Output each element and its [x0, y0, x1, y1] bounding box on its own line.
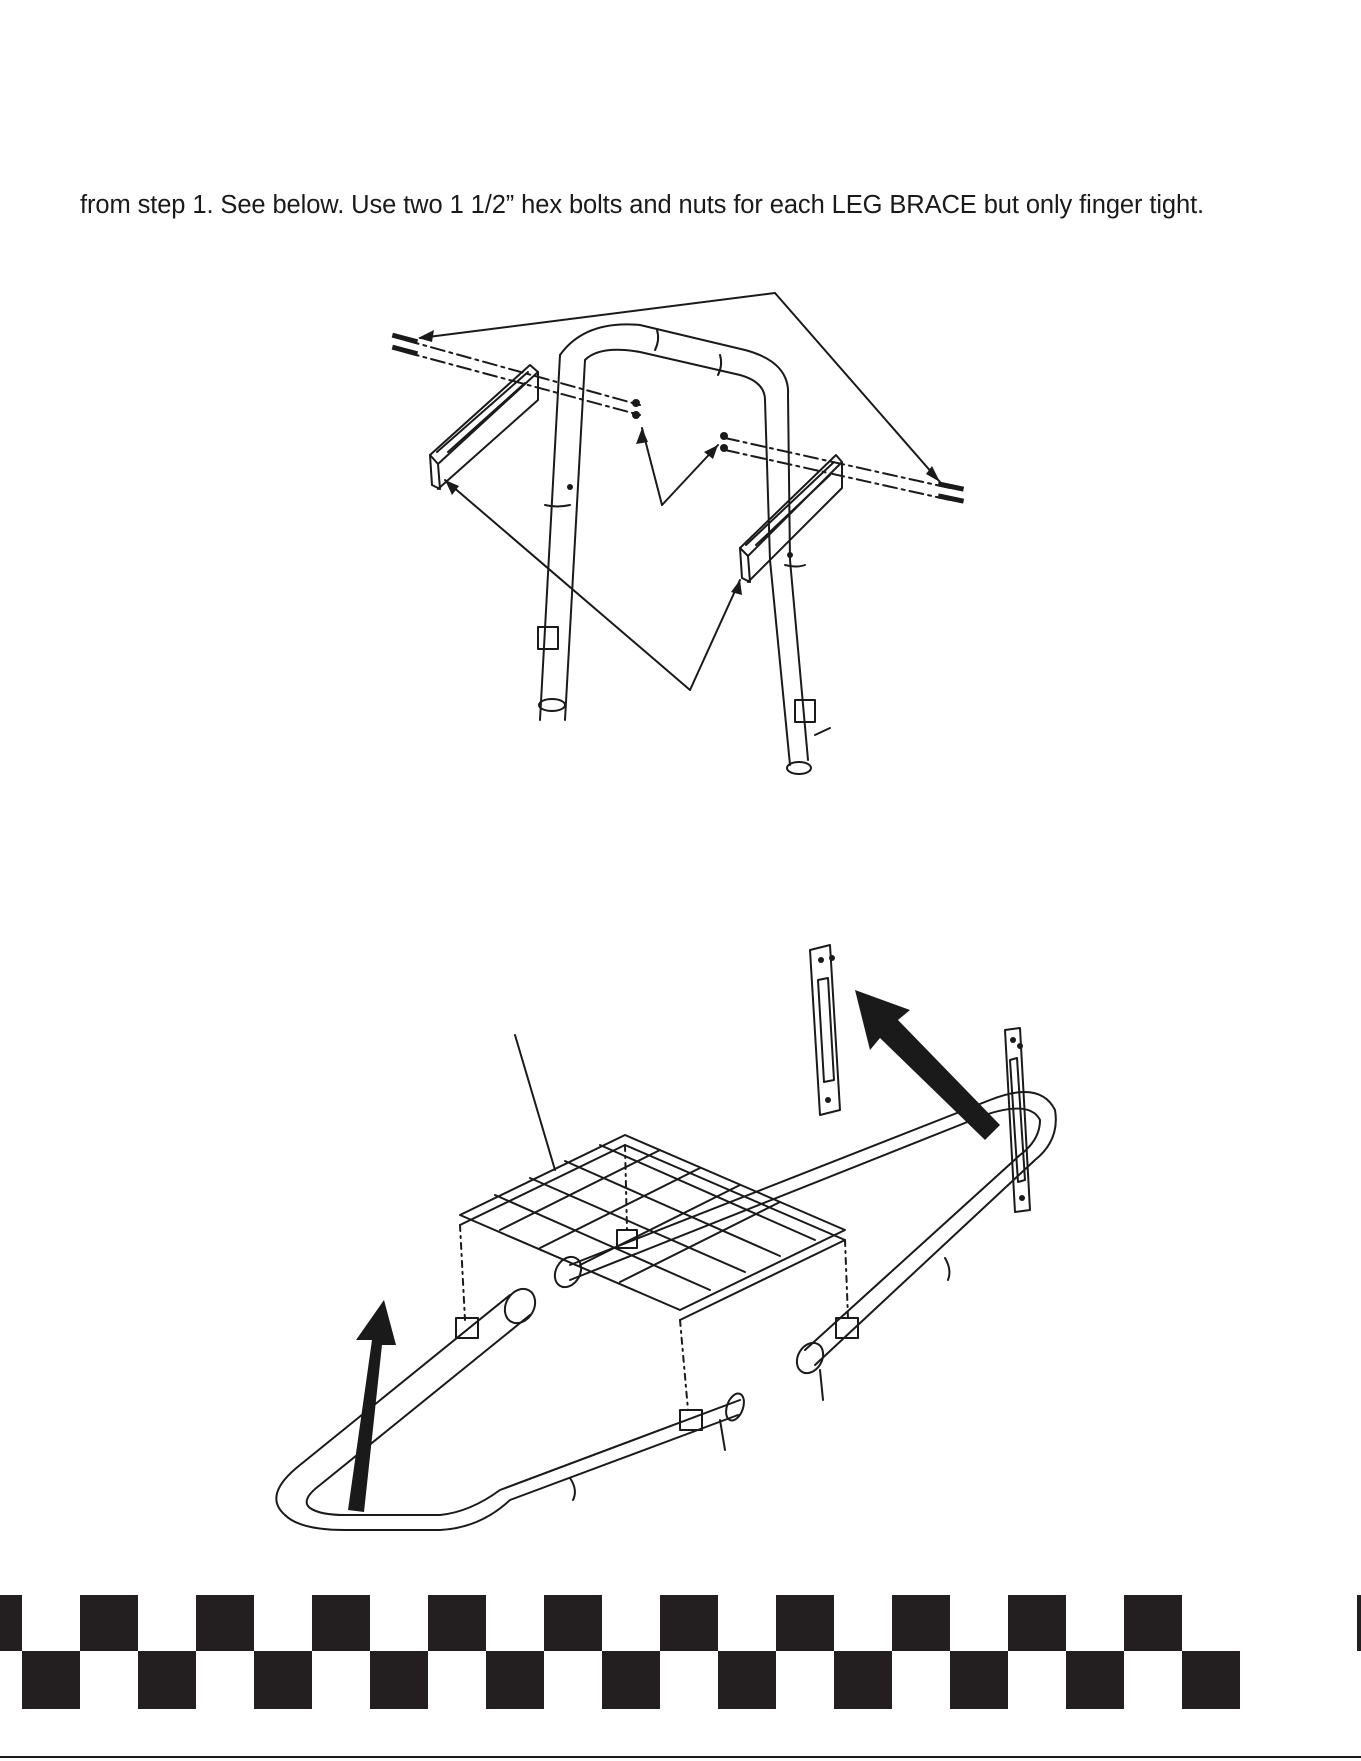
instruction-text: from step 1. See below. Use two 1 1/2” hex bolts and nuts for each LEG BRACE but only finger tight.: [80, 191, 1205, 219]
checkerboard-footer: [0, 1595, 1361, 1761]
